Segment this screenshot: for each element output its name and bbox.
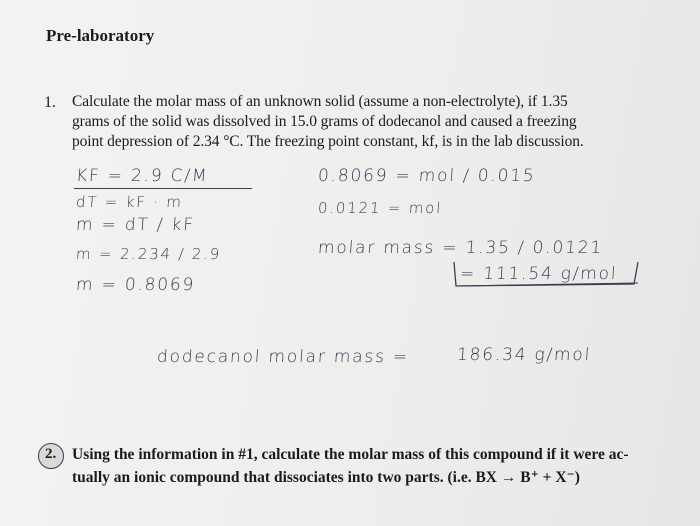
handwritten-m-equation: m = dT / kF [75, 215, 196, 235]
handwritten-mol-result: 0.0121 = mol [317, 199, 443, 217]
answer-box [448, 256, 644, 290]
handwritten-dodecanol-label: dodecanol molar mass = [156, 347, 410, 367]
handwritten-molar-mass: molar mass = 1.35 / 0.0121 [317, 238, 604, 258]
handwritten-m-result: m = 0.8069 [75, 275, 196, 295]
underline-kf [74, 188, 252, 189]
page-title: Pre-laboratory [46, 26, 155, 45]
handwritten-dt-line: dT = kF · m [75, 193, 184, 211]
handwritten-mol-line: 0.8069 = mol / 0.015 [317, 166, 537, 186]
handwritten-molar-mass-result: = 111.54 g/mol [459, 264, 619, 284]
question-1-line-3: point depression of 2.34 °C. The freezing point constant, kf, is in the lab discussion. [72, 133, 584, 150]
question-2-number: 2. [45, 446, 57, 462]
question-1-line-2: grams of the solid was dissolved in 15.0 grams of dodecanol and caused a freezing [72, 113, 577, 130]
handwritten-m-substitution: m = 2.234 / 2.9 [75, 245, 222, 263]
handwritten-dodecanol-value: 186.34 g/mol [456, 345, 592, 365]
question-1-number: 1. [44, 94, 56, 111]
question-2-line-1: Using the information in #1, calculate the molar mass of this compound if it were ac- [72, 446, 629, 463]
question-2-line-2: tually an ionic compound that dissociates into two parts. (i.e. BX → B⁺ + X⁻) [72, 469, 580, 486]
handwritten-kf-line: KF = 2.9 C/M [75, 166, 209, 186]
question-1-line-1: Calculate the molar mass of an unknown solid (assume a non-electrolyte), if 1.35 [72, 93, 568, 110]
